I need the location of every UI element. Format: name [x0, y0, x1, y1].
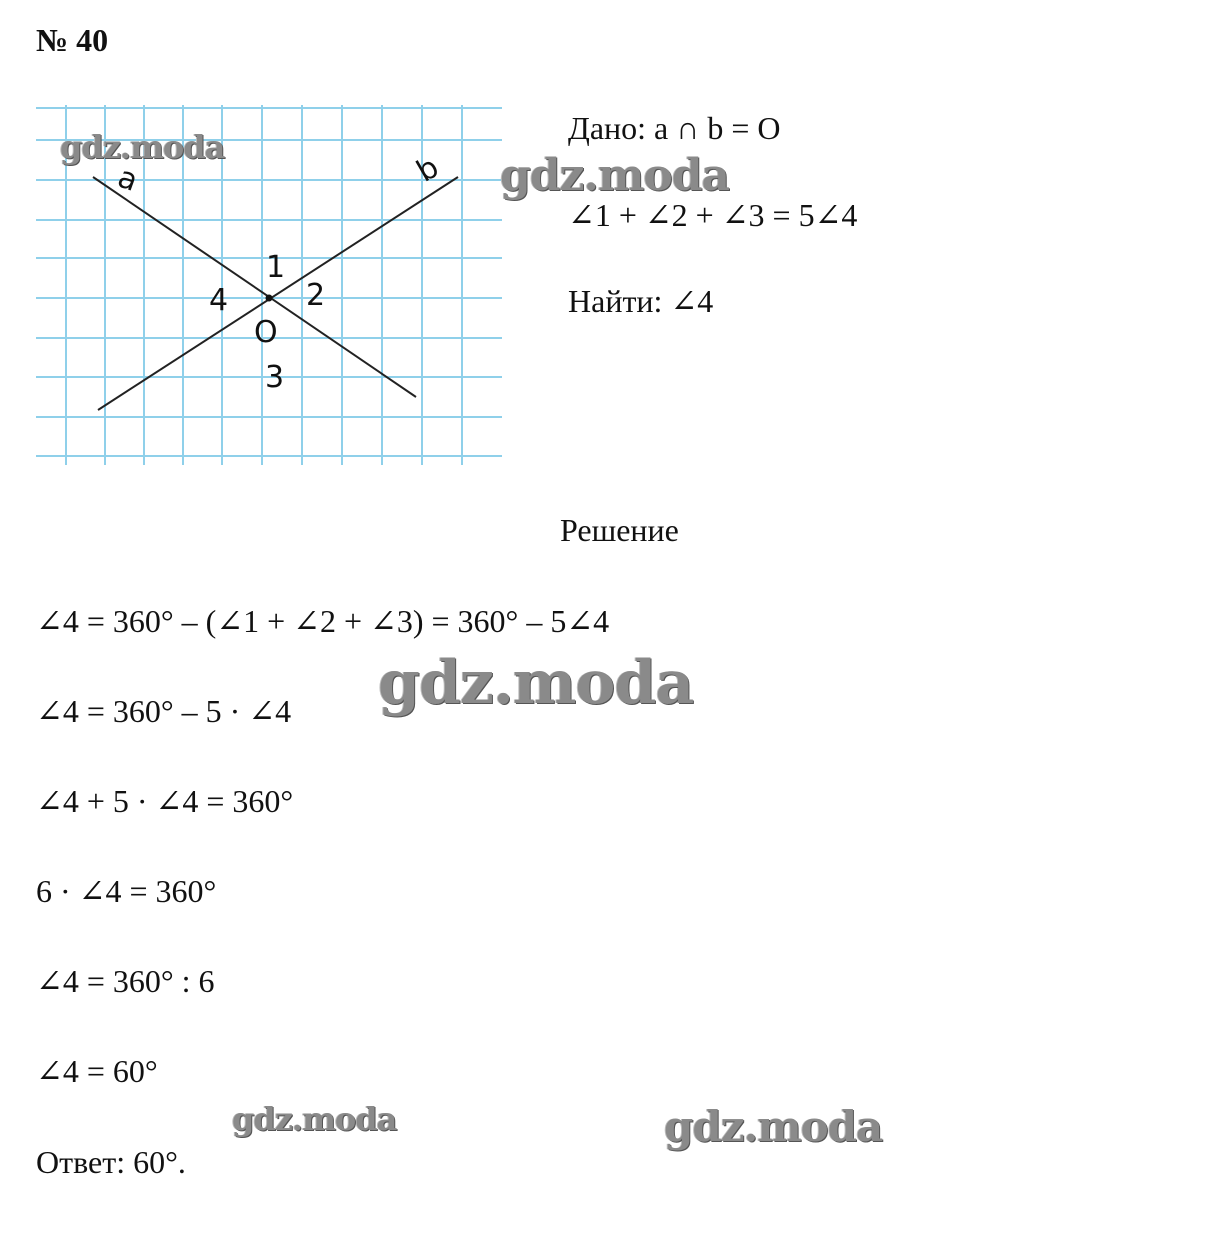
find-expression: ∠4: [670, 283, 714, 319]
given-line-2: ∠1 + ∠2 + ∠3 = 5∠4: [568, 197, 858, 233]
find-line: [568, 282, 713, 320]
find-label: Найти:: [568, 283, 663, 319]
angle-1-label: 1: [266, 250, 286, 285]
intersection-point: [266, 295, 273, 302]
line-a: [93, 177, 416, 397]
problem-number: № 40: [36, 22, 109, 58]
solution-step-1: ∠4 = 360° – (∠1 + ∠2 + ∠3) = 360° – 5∠4: [36, 603, 610, 639]
line-a-label: a: [113, 159, 143, 199]
line-b-label: b: [410, 149, 445, 190]
solution-step-4: 6 · ∠4 = 360°: [36, 873, 217, 909]
watermark-1: gdz.moda: [60, 128, 225, 166]
watermark-3: gdz.moda: [378, 648, 694, 718]
point-o-label: O: [254, 315, 278, 350]
angle-4-label: 4: [209, 283, 229, 318]
solution-step-3: ∠4 + 5 · ∠4 = 360°: [36, 783, 294, 819]
watermark-2: gdz.moda: [500, 150, 730, 201]
solution-step-6: ∠4 = 60°: [36, 1053, 158, 1089]
watermark-5: gdz.moda: [664, 1102, 883, 1151]
given-label: Дано:: [568, 110, 647, 146]
watermark-4: gdz.moda: [232, 1100, 397, 1138]
given-intersection: a ∩ b = O: [654, 110, 781, 146]
solution-step-5: ∠4 = 360° : 6: [36, 963, 215, 999]
answer: Ответ: 60°.: [36, 1144, 186, 1180]
angle-3-label: 3: [265, 360, 285, 395]
given-line-1: [568, 110, 781, 147]
solution-step-2: ∠4 = 360° – 5 · ∠4: [36, 693, 292, 729]
solution-heading: Решение: [560, 512, 679, 548]
angle-2-label: 2: [306, 278, 326, 313]
